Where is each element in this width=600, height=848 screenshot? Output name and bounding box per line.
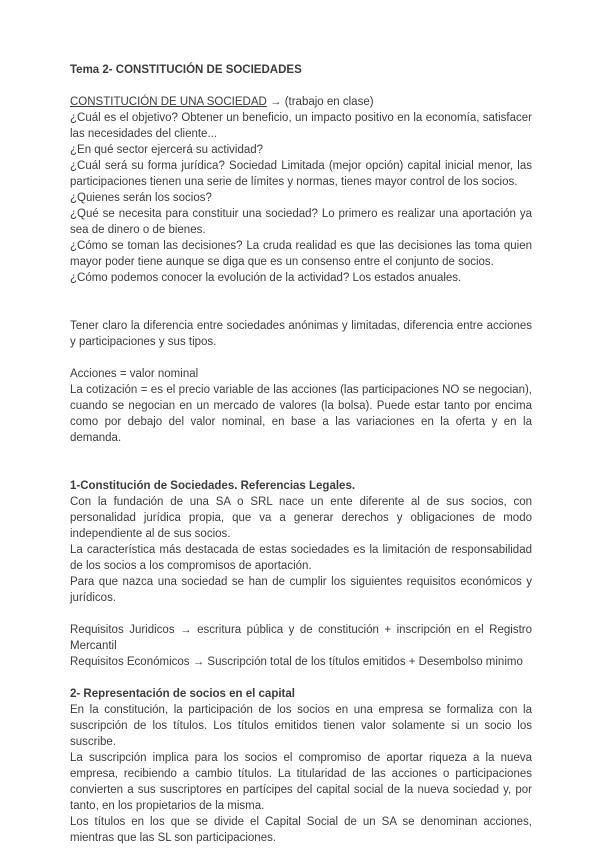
paragraph [70, 94, 532, 110]
blank-line [70, 462, 532, 478]
text-run: La cotización = es el precio variable de las acciones (las participaciones NO se negocian), cuando se negocian en un mercado de valores (la bolsa). Puede estar tanto por encima como por debajo del valor nominal, en base a las variaciones en la oferta y en la demanda. [70, 384, 532, 444]
paragraph [70, 158, 532, 190]
text-run: → (trabajo en clase) [266, 96, 374, 108]
blank-line [70, 78, 532, 94]
section-heading [70, 478, 532, 494]
paragraph [70, 366, 532, 382]
blank-line [70, 350, 532, 366]
text-run: Requisitos Económicos → Suscripción total de los títulos emitidos + Desembolso minimo [70, 656, 523, 668]
paragraph [70, 494, 532, 542]
paragraph [70, 814, 532, 846]
blank-line [70, 446, 532, 462]
paragraph [70, 270, 532, 286]
text-run: Acciones = valor nominal [70, 368, 199, 380]
page-title [70, 62, 532, 78]
text-run: ¿En qué sector ejercerá su actividad? [70, 144, 264, 156]
text-run: En la constitución, la participación de los socios en una empresa se formaliza con la suscripción de los títulos. Los títulos emitidos tienen valor solamente si un socio los suscribe. [70, 704, 532, 748]
paragraph [70, 238, 532, 270]
text-run: ¿Cuál será su forma jurídica? Sociedad Limitada (mejor opción) capital inicial menor, las participaciones tienen una serie de límites y normas, tienes mayor control de los socios. [70, 160, 532, 188]
text-run: 1-Constitución de Sociedades. Referencias Legales. [70, 480, 356, 492]
text-run: Con la fundación de una SA o SRL nace un ente diferente al de sus socios, con personalidad jurídica propia, que va a generar derechos y obligaciones de modo independiente al de sus socios. [70, 496, 532, 540]
paragraph [70, 574, 532, 606]
text-run: La característica más destacada de estas sociedades es la limitación de responsabilidad de los socios a los compromisos de aportación. [70, 544, 532, 572]
paragraph [70, 702, 532, 750]
text-run: ¿Cuál es el objetivo? Obtener un beneficio, un impacto positivo en la economía, satisfacer las necesidades del cliente... [70, 112, 532, 140]
blank-line [70, 286, 532, 302]
text-run: La suscripción implica para los socios el compromiso de aportar riqueza a la nueva empresa, recibiendo a cambio títulos. La titularidad de las acciones o participaciones convierten a sus suscriptores en partícipes del capital social de la nueva sociedad y, por tanto, en los propietarios de la misma. [70, 752, 532, 812]
text-run: ¿Cómo podemos conocer la evolución de la actividad? Los estados anuales. [70, 272, 462, 284]
text-run: Requisitos Juridicos → escritura pública y de constitución + inscripción en el Registro Mercantil [70, 624, 532, 652]
paragraph [70, 206, 532, 238]
blank-line [70, 670, 532, 686]
text-run: ¿Qué se necesita para constituir una sociedad? Lo primero es realizar una aportación ya sea de dinero o de bienes. [70, 208, 532, 236]
paragraph [70, 142, 532, 158]
paragraph [70, 750, 532, 814]
text-run: Tener claro la diferencia entre sociedades anónimas y limitadas, diferencia entre acciones y participaciones y sus tipos. [70, 320, 532, 348]
section-heading [70, 686, 532, 702]
paragraph [70, 190, 532, 206]
text-run: 2- Representación de socios en el capital [70, 688, 295, 700]
paragraph [70, 622, 532, 654]
paragraph [70, 382, 532, 446]
text-run: ¿Quienes serán los socios? [70, 192, 212, 204]
text-run: Los títulos en los que se divide el Capital Social de un SA se denominan acciones, mientras que las SL son participaciones. [70, 816, 532, 844]
document-content [70, 62, 532, 846]
text-run: Tema 2- CONSTITUCIÓN DE SOCIEDADES [70, 64, 302, 76]
text-run: Para que nazca una sociedad se han de cumplir los siguientes requisitos económicos y jurídicos. [70, 576, 532, 604]
blank-line [70, 606, 532, 622]
text-run: ¿Cómo se toman las decisiones? La cruda realidad es que las decisiones las toma quien mayor poder tiene aunque se diga que es un consenso entre el conjunto de socios. [70, 240, 532, 268]
paragraph [70, 110, 532, 142]
paragraph [70, 654, 532, 670]
blank-line [70, 302, 532, 318]
paragraph [70, 318, 532, 350]
paragraph [70, 542, 532, 574]
text-run: CONSTITUCIÓN DE UNA SOCIEDAD [70, 96, 267, 108]
